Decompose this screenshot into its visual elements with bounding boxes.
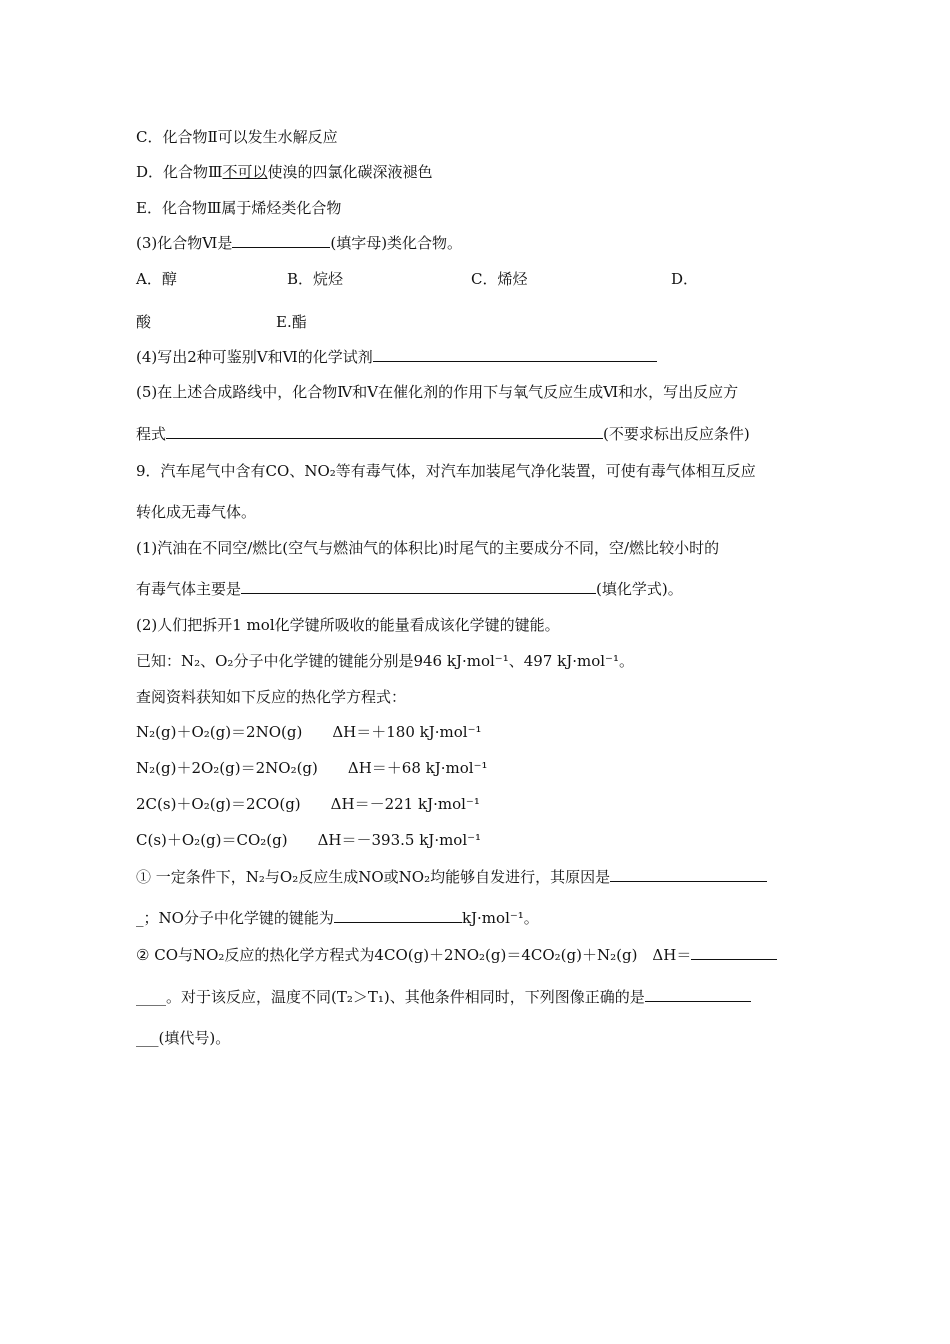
part-4-text: (4)写出2种可鉴别Ⅴ和Ⅵ的化学试剂 xyxy=(136,348,373,366)
sub-question-2 xyxy=(136,945,777,965)
sub-question-1-text: ① 一定条件下，N₂与O₂反应生成NO或NO₂均能够自发进行，其原因是 xyxy=(136,868,611,886)
choice-e: E.酯 xyxy=(276,313,307,331)
part-4 xyxy=(136,347,657,367)
sub-question-1 xyxy=(136,867,767,887)
equation-3: 2C(s)＋O₂(g)＝2CO(g) ΔH＝－221 kJ·mol⁻¹ xyxy=(136,795,480,813)
answer-blank[interactable] xyxy=(645,987,751,1002)
q9-part-2: (2)人们把拆开1 mol化学键所吸收的能量看成该化学键的键能。 xyxy=(136,616,560,634)
q9-part-1-suffix: (填化学式)。 xyxy=(596,580,683,598)
part-5-suffix: (不要求标出反应条件) xyxy=(603,425,750,443)
q9-part-1: (1)汽油在不同空/燃比(空气与燃油气的体积比)时尾气的主要成分不同，空/燃比较小时的 xyxy=(136,539,720,557)
sub-question-1-suffix: kJ·mol⁻¹。 xyxy=(461,909,539,927)
part-3 xyxy=(136,233,462,253)
sub-question-2-end: ___(填代号)。 xyxy=(136,1029,231,1047)
option-d-suffix: 使溴的四氯化碳深液褪色 xyxy=(267,163,433,181)
q9-intro-cont: 转化成无毒气体。 xyxy=(136,503,257,521)
answer-blank[interactable] xyxy=(334,908,462,923)
sub-question-1-cont xyxy=(136,908,539,928)
part-3-prefix: (3)化合物Ⅵ是 xyxy=(136,234,233,252)
choice-c: C．烯烃 xyxy=(471,270,528,288)
option-c: C．化合物Ⅱ可以发生水解反应 xyxy=(136,128,338,146)
part-5-prefix: 程式 xyxy=(136,425,167,443)
sub-question-2-prefix: ____。对于该反应，温度不同(T₂＞T₁)、其他条件相同时，下列图像正确的是 xyxy=(136,988,645,1006)
q9-part-1-cont xyxy=(136,579,683,599)
part-3-suffix: (填字母)类化合物。 xyxy=(330,234,463,252)
choice-b: B．烷烃 xyxy=(287,270,344,288)
part-5-cont xyxy=(136,424,750,444)
q9-intro: 9．汽车尾气中含有CO、NO₂等有毒气体，对汽车加装尾气净化装置，可使有毒气体相互反应 xyxy=(136,462,756,480)
sub-question-2-cont xyxy=(136,987,751,1007)
option-d-underlined: 不可以 xyxy=(222,163,268,181)
equation-2: N₂(g)＋2O₂(g)＝2NO₂(g) ΔH＝＋68 kJ·mol⁻¹ xyxy=(136,759,488,777)
option-e: E．化合物Ⅲ属于烯烃类化合物 xyxy=(136,199,342,217)
choices-row-2 xyxy=(136,312,816,332)
sub-question-2-text: ② CO与NO₂反应的热化学方程式为4CO(g)＋2NO₂(g)＝4CO₂(g)＋N₂(g) ΔH＝ xyxy=(136,946,692,964)
choice-d-cont: 酸 xyxy=(136,313,152,331)
sub-question-1-prefix: _；NO分子中化学键的键能为 xyxy=(136,909,334,927)
choices-row xyxy=(136,269,816,289)
known-data: 已知：N₂、O₂分子中化学键的键能分别是946 kJ·mol⁻¹、497 kJ·mol⁻¹。 xyxy=(136,652,634,670)
answer-blank[interactable] xyxy=(166,424,603,439)
answer-blank[interactable] xyxy=(232,233,330,248)
part-5: (5)在上述合成路线中，化合物Ⅳ和Ⅴ在催化剂的作用下与氧气反应生成Ⅵ和水，写出反应方 xyxy=(136,383,739,401)
choice-a: A．醇 xyxy=(136,270,177,288)
answer-blank[interactable] xyxy=(241,579,596,594)
q9-part-1-prefix: 有毒气体主要是 xyxy=(136,580,242,598)
lookup-text: 查阅资料获知如下反应的热化学方程式： xyxy=(136,688,407,706)
option-d xyxy=(136,162,433,182)
answer-blank[interactable] xyxy=(691,945,777,960)
equation-4: C(s)＋O₂(g)＝CO₂(g) ΔH＝－393.5 kJ·mol⁻¹ xyxy=(136,831,482,849)
answer-blank[interactable] xyxy=(610,867,767,882)
equation-1: N₂(g)＋O₂(g)＝2NO(g) ΔH＝＋180 kJ·mol⁻¹ xyxy=(136,723,482,741)
option-d-prefix: D．化合物Ⅲ xyxy=(136,163,223,181)
choice-d: D． xyxy=(671,270,699,288)
answer-blank[interactable] xyxy=(373,347,657,362)
